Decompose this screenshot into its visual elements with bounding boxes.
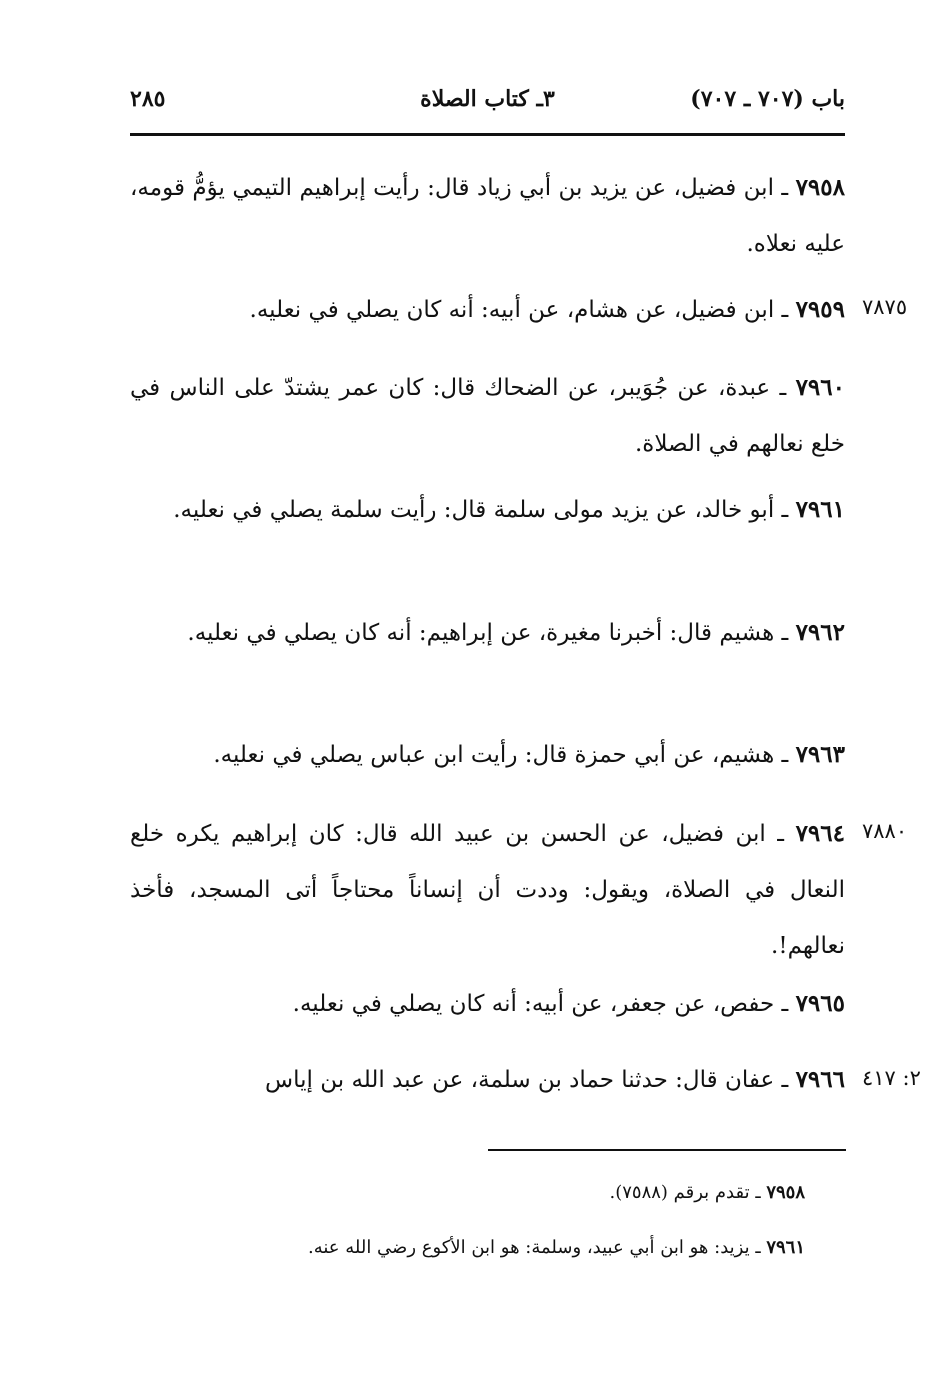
hadith-entry xyxy=(130,1052,893,1108)
chapter-title: باب (٧٠٧ ـ ٧٠٧) xyxy=(690,86,845,112)
entry-number: ٧٩٦٠ xyxy=(795,374,845,401)
entry-text: ـ عفان قال: حدثنا حماد بن سلمة، عن عبد الله بن إياس xyxy=(265,1067,796,1093)
hadith-entry xyxy=(130,605,893,661)
footnote-number: ٧٩٥٨ xyxy=(766,1182,805,1203)
page-number: ٢٨٥ xyxy=(130,86,166,112)
entry-number: ٧٩٦٤ xyxy=(795,820,845,847)
hadith-entry xyxy=(130,282,893,338)
book-title: ٣ـ كتاب الصلاة xyxy=(420,86,555,112)
entry-number: ٧٩٦٥ xyxy=(795,990,845,1017)
entry-text: ـ ابن فضيل، عن يزيد بن أبي زياد قال: رأيت إبراهيم التيمي يؤمُّ قومه، عليه نعلاه. xyxy=(130,175,845,257)
page-header xyxy=(130,86,845,126)
hadith-entry xyxy=(130,160,893,272)
hadith-entry xyxy=(130,360,893,472)
footnote-separator xyxy=(488,1149,846,1151)
hadith-entry xyxy=(130,976,893,1032)
margin-cross-reference: ٧٨٨٠ xyxy=(862,819,908,843)
header-rule xyxy=(130,133,845,136)
entry-number: ٧٩٦٣ xyxy=(795,741,845,768)
entry-text: ـ هشيم قال: أخبرنا مغيرة، عن إبراهيم: أنه كان يصلي في نعليه. xyxy=(187,620,796,646)
entry-text: ـ حفص، عن جعفر، عن أبيه: أنه كان يصلي في نعليه. xyxy=(292,991,796,1017)
hadith-entry xyxy=(130,727,893,783)
entry-text: ـ عبدة، عن جُوَيبر، عن الضحاك قال: كان عمر يشتدّ على الناس في خلع نعالهم في الصلاة. xyxy=(130,375,845,457)
hadith-entry xyxy=(130,806,893,974)
entry-number: ٧٩٥٩ xyxy=(795,296,845,323)
hadith-entry xyxy=(130,482,893,538)
footnote-number: ٧٩٦١ xyxy=(766,1237,805,1258)
entry-number: ٧٩٦٢ xyxy=(795,619,845,646)
footnote xyxy=(130,1179,805,1207)
margin-cross-reference: ٧٨٧٥ xyxy=(862,295,908,319)
entry-number: ٧٩٥٨ xyxy=(795,174,845,201)
entry-text: ـ ابن فضيل، عن الحسن بن عبيد الله قال: كان إبراهيم يكره خلع النعال في الصلاة، ويقول: وددت أن إنساناً محتاجاً أتى المسجد، فأخذ نعالهم!. xyxy=(130,821,845,959)
footnote-text: ـ يزيد: هو ابن أبي عبيد، وسلمة: هو ابن الأكوع رضي الله عنه. xyxy=(307,1237,767,1258)
entry-text: ـ أبو خالد، عن يزيد مولى سلمة قال: رأيت سلمة يصلي في نعليه. xyxy=(173,497,796,523)
margin-cross-reference: ٢: ٤١٧ xyxy=(862,1066,921,1090)
footnote xyxy=(130,1234,805,1262)
entry-number: ٧٩٦١ xyxy=(795,496,845,523)
footnote-text: ـ تقدم برقم (٧٥٨٨). xyxy=(609,1182,767,1203)
entry-number: ٧٩٦٦ xyxy=(795,1066,845,1093)
entry-text: ـ ابن فضيل، عن هشام، عن أبيه: أنه كان يصلي في نعليه. xyxy=(249,297,796,323)
entry-text: ـ هشيم، عن أبي حمزة قال: رأيت ابن عباس يصلي في نعليه. xyxy=(213,742,796,768)
